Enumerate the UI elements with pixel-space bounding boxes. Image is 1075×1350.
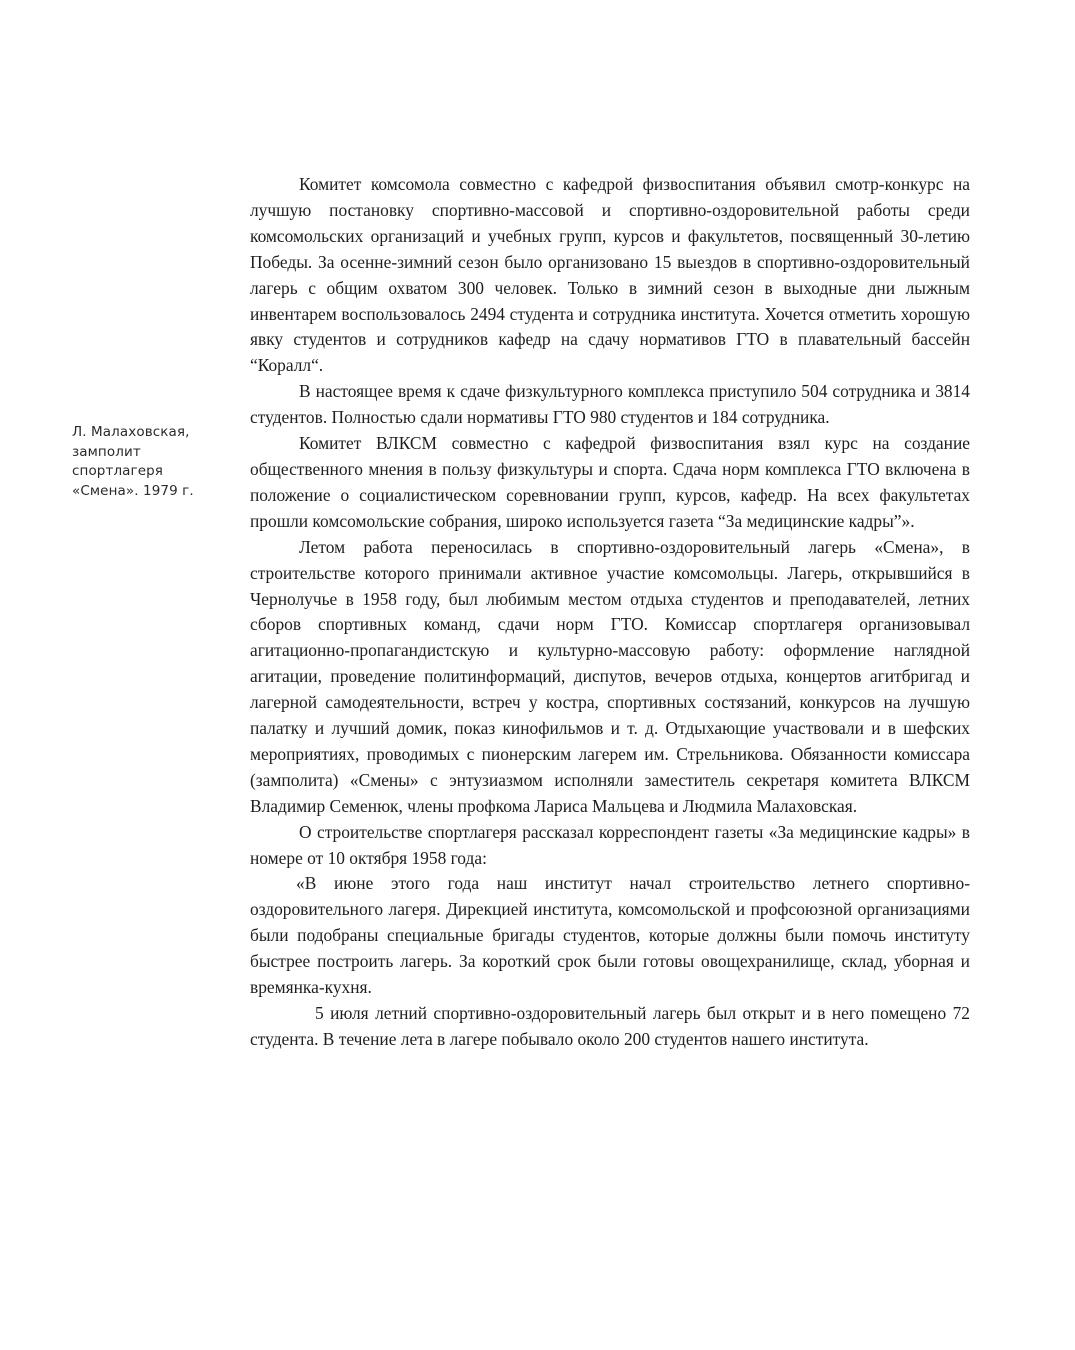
caption-line: «Смена». 1979 г. bbox=[72, 482, 194, 499]
photo-caption bbox=[72, 423, 232, 501]
caption-line: замполит bbox=[72, 443, 141, 460]
paragraph: В настоящее время к сдаче физкультурного комплекса приступило 504 сотрудника и 3814 студентов. Полностью сдали нормативы ГТО 980 студентов и 184 сотрудника. bbox=[250, 381, 970, 428]
body-text bbox=[250, 172, 970, 1053]
paragraph: О строительстве спортлагеря рассказал корреспондент газеты «За медицинские кадры» в номере от 10 октября 1958 года: bbox=[250, 821, 970, 868]
caption-line: Л. Малаховская, bbox=[72, 424, 190, 440]
quote-paragraph: 5 июля летний спортивно-оздоровительный лагерь был открыт и в него помещено 72 студента. В течение лета в лагере побывало около 200 студентов нашего института. bbox=[250, 1003, 970, 1049]
paragraph: Летом работа переносилась в спортивно-оздоровительный лагерь «Смена», в строительстве которого принимали активное участие комсомольцы. Лагерь, открывшийся в Чернолучье в 1958 году, был любимым местом отдыха студентов и преподавателей, летних сборов спортивных команд, сдачи норм ГТО. Комиссар спортлагеря организовывал агитационно-пропагандистскую и культурно-массовую работу: оформление наглядной агитации, проведение политинформаций, диспутов, вечеров отдыха, концертов агитбригад и лагерной самодеятельности, встреч у костра, спортивных состязаний, конкурсов на лучшую палатку и лучший домик, показ кинофильмов и т. д. Отдыхающие участвовали и в шефских мероприятиях, проводимых с пионерским лагерем им. Стрельникова. Обязанности комиссара (замполита) «Смены» с энтузиазмом исполняли заместитель секретаря комитета ВЛКСМ Владимир Семенюк, члены профкома Лариса Мальцева и Людмила Малаховская. bbox=[250, 536, 970, 816]
quote-paragraph: «В июне этого года наш институт начал строительство летнего спортивно-оздоровительного лагеря. Дирекцией института, комсомольской и профсоюзной организациями были подобраны специальные бригады студентов, которые должны были помочь институту быстрее построить лагерь. За короткий срок были готовы овощехранилище, склад, уборная и времянка-кухня. bbox=[250, 873, 970, 998]
caption-line: спортлагеря bbox=[72, 463, 164, 479]
paragraph: Комитет комсомола совместно с кафедрой физвоспитания объявил смотр-конкурс на лучшую постановку спортивно-массовой и спортивно-оздоровительной работы среди комсомольских организаций и учебных групп, курсов и факультетов, посвященный 30-летию Победы. За осенне-зимний сезон было организовано 15 выездов в спортивно-оздоровительный лагерь с общим охватом 300 человек. Только в зимний сезон в выходные дни лыжным инвентарем воспользовалось 2494 студента и сотрудника института. Хочется отметить хорошую явку студентов и сотрудников кафедр на сдачу нормативов ГТО в плавательный бассейн “Коралл“. bbox=[250, 174, 970, 376]
paragraph: Комитет ВЛКСМ совместно с кафедрой физвоспитания взял курс на создание общественного мнения в пользу физкультуры и спорта. Сдача норм комплекса ГТО включена в положение о социалистическом соревновании групп, курсов, кафедр. На всех факультетах прошли комсомольские собрания, широко используется газета “За медицинские кадры”». bbox=[250, 433, 970, 531]
